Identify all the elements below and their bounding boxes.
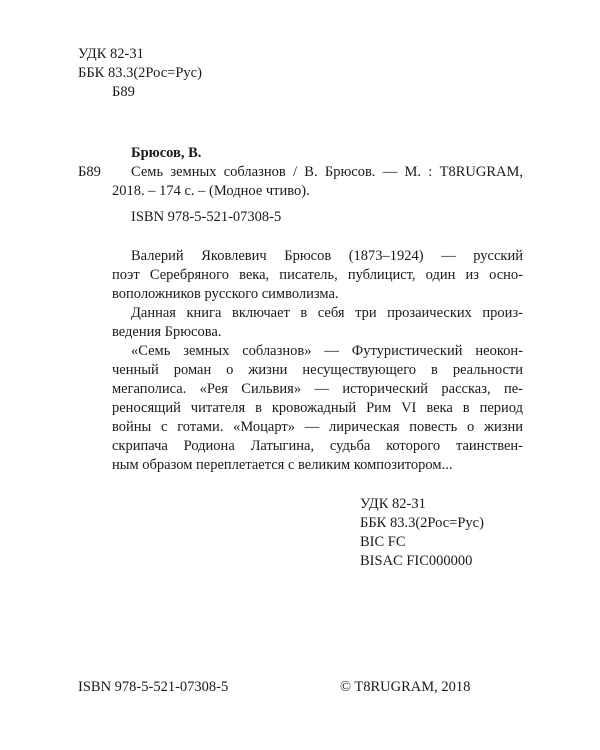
annotation-line: мегаполиса. «Рея Сильвия» — исторический рассказ, пе- <box>112 381 523 397</box>
annotation-line: войны с готами. «Моцарт» — лирическая повесть о жизни <box>112 419 523 435</box>
classification-line: УДК 82-31 <box>360 496 426 512</box>
header-udk: УДК 82-31 <box>78 46 144 62</box>
header-bbk: ББК 83.3(2Рос=Рус) <box>78 65 202 81</box>
classification-line: ББК 83.3(2Рос=Рус) <box>360 515 484 531</box>
classification-line: BIC FC <box>360 534 406 550</box>
record-description-line: 2018. – 174 с. – (Модное чтиво). <box>112 183 310 199</box>
footer-copyright: © T8RUGRAM, 2018 <box>340 679 471 695</box>
record-isbn: ISBN 978-5-521-07308-5 <box>131 209 282 225</box>
annotation-line: ведения Брюсова. <box>112 324 222 340</box>
annotation-line: скрипача Родиона Латыгина, судьба которого таинствен- <box>112 438 523 454</box>
annotation-line: ченный роман о жизни несуществующего в реальности <box>112 362 523 378</box>
record-author-mark: Б89 <box>78 164 101 180</box>
annotation-line: воположников русского символизма. <box>112 286 339 302</box>
header-author-mark: Б89 <box>112 84 135 100</box>
record-description-line: Семь земных соблазнов / В. Брюсов. — М. : T8RUGRAM, <box>131 164 523 180</box>
classification-line: BISAC FIC000000 <box>360 553 473 569</box>
annotation-line: Валерий Яковлевич Брюсов (1873–1924) — русский <box>131 248 523 264</box>
author-name: Брюсов, В. <box>131 145 202 161</box>
footer-isbn: ISBN 978-5-521-07308-5 <box>78 679 229 695</box>
annotation-line: поэт Серебряного века, писатель, публицист, один из осно- <box>112 267 523 283</box>
annotation-line: Данная книга включает в себя три прозаических произ- <box>131 305 523 321</box>
annotation-line: «Семь земных соблазнов» — Футуристический неокон- <box>131 343 523 359</box>
annotation-line: реносящий читателя в кровожадный Рим VI века в период <box>112 400 523 416</box>
annotation-line: ным образом переплетается с великим композитором... <box>112 457 453 473</box>
